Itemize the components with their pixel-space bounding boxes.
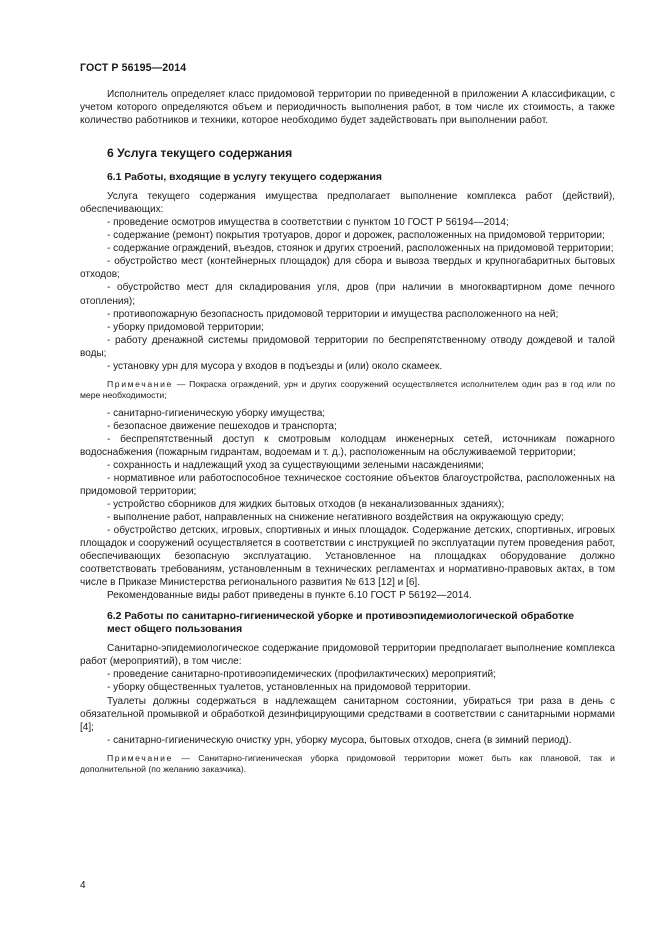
note-dash: — [176,378,186,389]
list-item: - обустройство детских, игровых, спортивных и иных площадок. Содержание детских, спортивных, игровых площадок и сооружений осуществляется в соответствии с инструкцией по эксплуатации путем проведения работ, обеспечивающих безопасную эксплуатацию. Установленное на площадках оборудование должно соответствовать требованиям, установленным в технических регламентах и нормативно-правовых актах, в том числе в Приказе Министерства регионального развития № 613 [12] и [6]. [80,525,615,589]
intro-paragraph: Исполнитель определяет класс придомовой территории по приведенной в приложении А классификации, с учетом которого определяются объем и периодичность выполнения работ, в том числе их стоимость, а также количество работников и техники, которое необходимо будет задействовать при выполнении работ. [80,89,615,127]
document-header: ГОСТ Р 56195—2014 [80,62,187,74]
note-label: Примечание [107,378,173,389]
list-item: - санитарно-гигиеническую очистку урн, уборку мусора, бытовых отходов, снега (в зимний период). [107,734,572,746]
toilets-paragraph: Туалеты должны содержаться в надлежащем санитарном состоянии, убираться три раза в день с обязательной промывкой и обработкой дезинфицирующими средствами в соответствии с санитарными нормами [4]; [80,695,615,733]
note-6-1 [80,379,615,402]
list-item: - проведение осмотров имущества в соответствии с пунктом 10 ГОСТ Р 56194—2014; [107,217,509,229]
subsection-6-2-lead: Санитарно-эпидемиологическое содержание придомовой территории предполагает выполнение комплекса работ (мероприятий), в том числе: [80,643,615,668]
recommended-works-paragraph: Рекомендованные виды работ приведены в пункте 6.10 ГОСТ Р 56192—2014. [107,590,472,602]
list-item: - беспрепятственный доступ к смотровым колодцам инженерных сетей, источникам пожарного водоснабжения (пожарным гидрантам, водоемам и т. д.), расположенным на обслуживаемой территории; [80,433,615,458]
list-item: - установку урн для мусора у входов в подъезды и (или) около скамеек. [107,360,443,372]
page-number: 4 [80,880,86,891]
list-item: - обустройство мест (контейнерных площадок) для сбора и вывоза твердых и крупногабаритных бытовых отходов; [80,256,615,281]
list-item: - содержание ограждений, въездов, стоянок и других строений, расположенных на придомовой территории; [107,243,614,255]
subsection-6-1-title: 6.1 Работы, входящие в услугу текущего содержания [107,172,382,184]
list-item: - безопасное движение пешеходов и транспорта; [107,420,337,432]
list-item: - сохранность и надлежащий уход за существующими зелеными насаждениями; [107,459,484,471]
note-6-2 [80,753,615,776]
list-item: - уборку общественных туалетов, установленных на придомовой территории. [107,682,471,694]
list-item: - противопожарную безопасность придомовой территории и имущества расположенного на ней; [107,308,559,320]
list-item: - нормативное или работоспособное техническое состояние объектов благоустройства, расположенных на придомовой территории; [80,472,615,497]
list-item: - санитарно-гигиеническую уборку имущества; [107,407,326,419]
document-body [80,88,615,781]
list-item: - работу дренажной системы придомовой территории по беспрепятственному отводу дождевой и талой воды; [80,334,615,359]
list-item: - содержание (ремонт) покрытия тротуаров, дорог и дорожек, расположенных на придомовой территории; [107,230,605,242]
note-label: Примечание [107,752,173,763]
note-text: Покраска ограждений, урн и других сооружений осуществляется исполнителем один раз в год или по мере необходимости; [80,378,615,401]
note-dash: — [181,752,190,763]
list-item: - уборку придомовой территории; [107,321,264,333]
list-item: - выполнение работ, направленных на снижение негативного воздействия на окружающую среду; [107,511,564,523]
section-6-title: 6 Услуга текущего содержания [107,146,293,161]
list-item: - устройство сборников для жидких бытовых отходов (в неканализованных зданиях); [107,498,505,510]
subsection-6-2-title: 6.2 Работы по санитарно-гигиенической уборке и противоэпидемиологической обработке мест общего пользования [107,611,575,636]
subsection-6-1-lead: Услуга текущего содержания имущества предполагает выполнение комплекса работ (действий), обеспечивающих: [80,191,615,216]
note-text: Санитарно-гигиеническая уборка придомовой территории может быть как плановой, так и дополнительной (по желанию заказчика). [80,752,615,775]
list-item: - проведение санитарно-противоэпидемических (профилактических) мероприятий; [107,669,496,681]
list-item: - обустройство мест для складирования угля, дров (при наличии в многоквартирном доме печного отопления); [80,282,615,307]
